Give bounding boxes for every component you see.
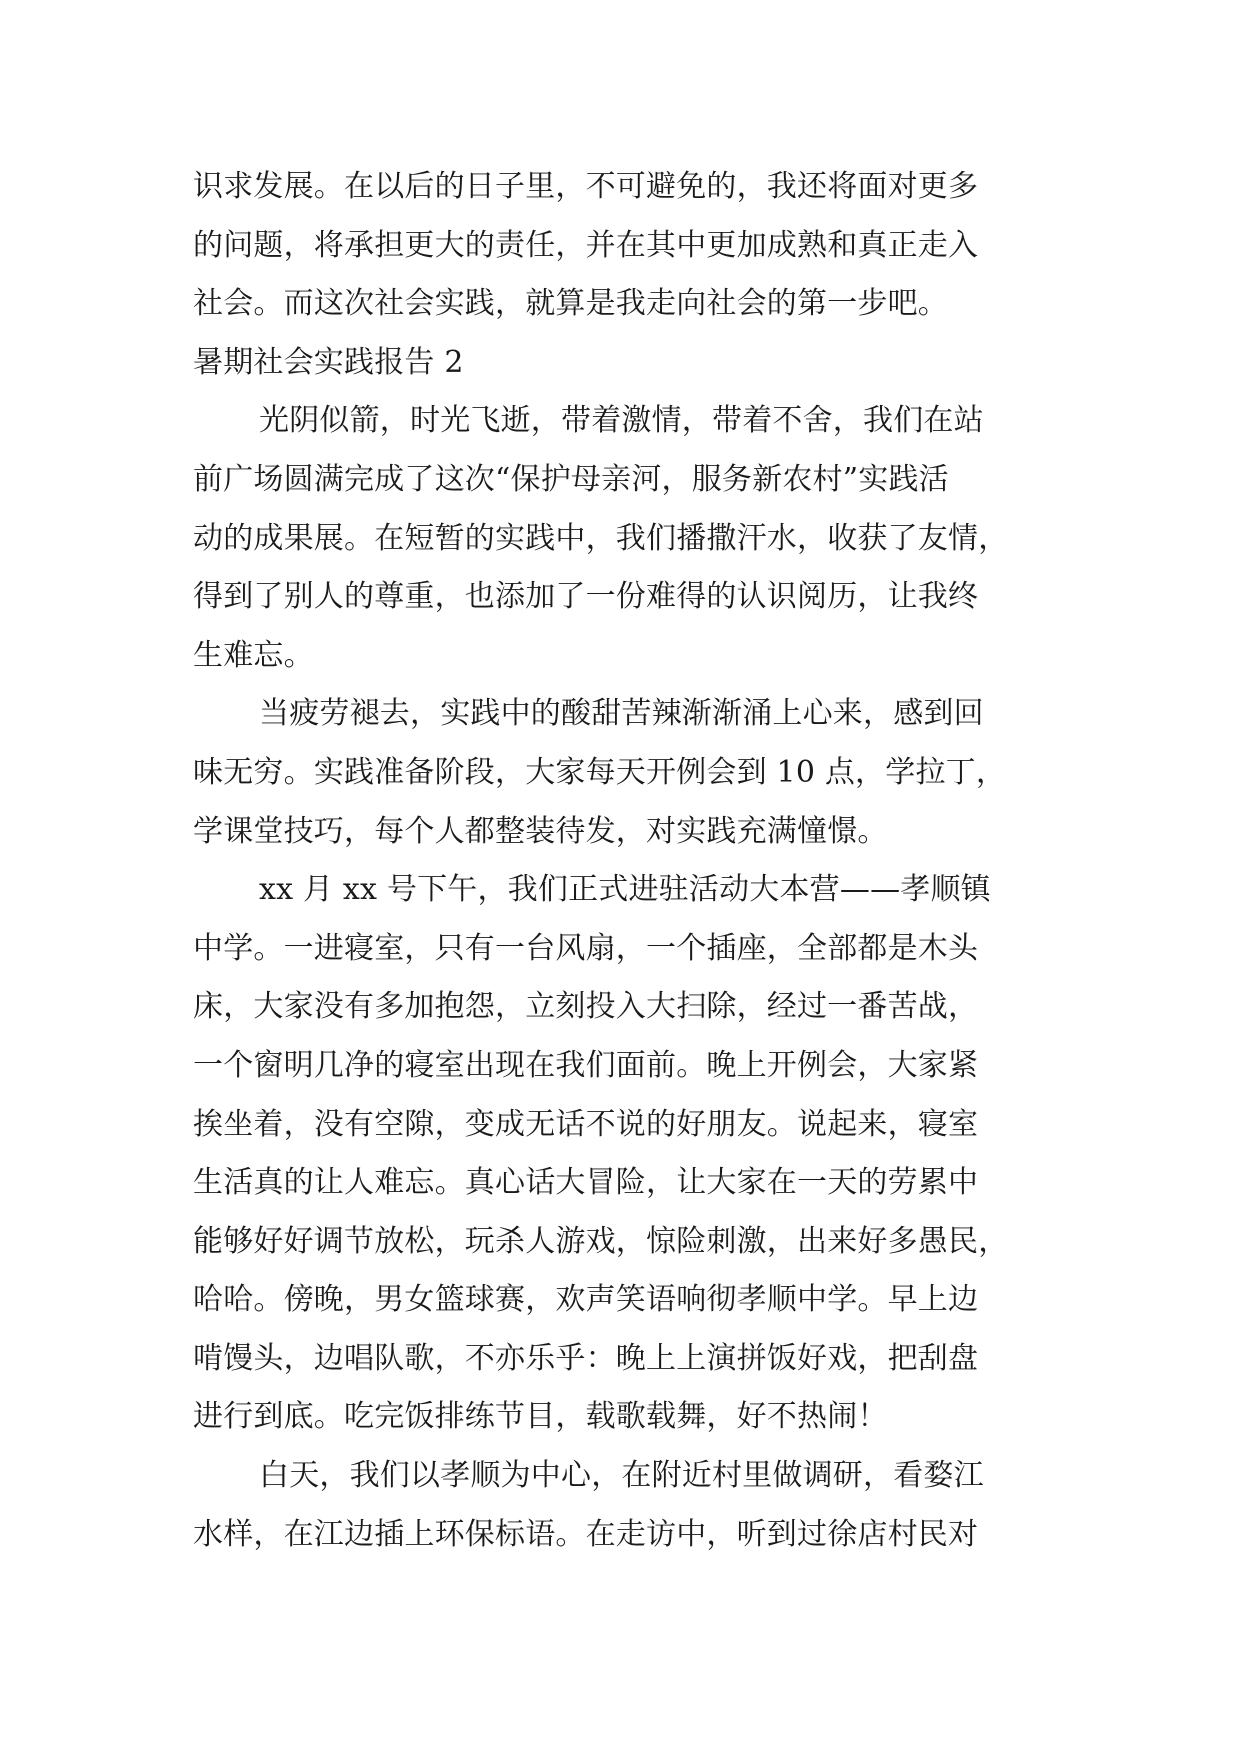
text-line: 识求发展。在以后的日子里，不可避免的，我还将面对更多 <box>193 169 979 204</box>
text-line: 一个窗明几净的寝室出现在我们面前。晚上开例会，大家紧 <box>193 1047 979 1083</box>
document-body <box>193 158 1053 1564</box>
text-line: 社会。而这次社会实践，就算是我走向社会的第一步吧。 <box>193 286 948 322</box>
section-title: 暑期社会实践报告 2 <box>193 344 464 380</box>
text-line: 生难忘。 <box>193 637 314 673</box>
text-line: 学课堂技巧，每个人都整装待发，对实践充满憧憬。 <box>193 813 888 849</box>
paragraph <box>193 1447 1053 1564</box>
text-line: 得到了别人的尊重，也添加了一份难得的认识阅历，让我终 <box>193 579 979 615</box>
text-line: xx 月 xx 号下午，我们正式进驻活动大本营——孝顺镇 <box>259 872 991 908</box>
text-line: 白天，我们以孝顺为中心，在附近村里做调研，看婺江 <box>259 1458 984 1494</box>
text-line: 当疲劳褪去，实践中的酸甜苦辣渐渐涌上心来，感到回 <box>259 696 984 732</box>
text-line: 能够好好调节放松，玩杀人游戏，惊险刺激，出来好多愚民， <box>193 1223 1009 1259</box>
paragraph <box>193 392 1053 685</box>
paragraph <box>193 685 1053 861</box>
text-line: 前广场圆满完成了这次“保护母亲河，服务新农村”实践活 <box>193 461 949 497</box>
text-line: 味无穷。实践准备阶段，大家每天开例会到 10 点，学拉丁， <box>193 754 1007 790</box>
text-line: 生活真的让人难忘。真心话大冒险，让大家在一天的劳累中 <box>193 1165 979 1201</box>
text-line: 动的成果展。在短暂的实践中，我们播撒汗水，收获了友情， <box>193 520 1009 556</box>
text-line: 光阴似箭，时光飞逝，带着激情，带着不舍，我们在站 <box>259 403 984 439</box>
paragraph <box>193 861 1053 1447</box>
text-line: 哈哈。傍晚，男女篮球赛，欢声笑语响彻孝顺中学。早上边 <box>193 1282 979 1318</box>
text-line: 啃馒头，边唱队歌，不亦乐乎：晚上上演拼饭好戏，把刮盘 <box>193 1340 979 1376</box>
text-line: 床，大家没有多加抱怨，立刻投入大扫除，经过一番苦战， <box>193 989 979 1025</box>
continuation-paragraph <box>193 158 1053 334</box>
text-line: 的问题，将承担更大的责任，并在其中更加成熟和真正走入 <box>193 227 979 263</box>
text-line: 进行到底。吃完饭排练节目，载歌载舞，好不热闹！ <box>193 1399 888 1435</box>
text-line: 中学。一进寝室，只有一台风扇，一个插座，全部都是木头 <box>193 930 979 966</box>
text-line: 挨坐着，没有空隙，变成无话不说的好朋友。说起来，寝室 <box>193 1106 979 1142</box>
text-line: 水样，在江边插上环保标语。在走访中，听到过徐店村民对 <box>193 1516 979 1552</box>
